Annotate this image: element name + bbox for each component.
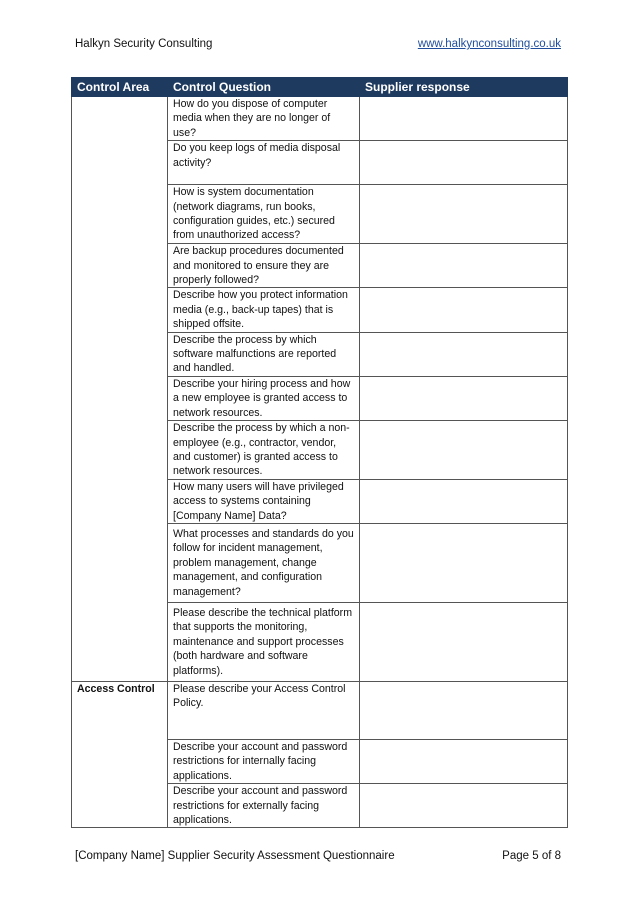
- control-area-cell: [72, 332, 168, 376]
- supplier-response-cell[interactable]: [360, 479, 568, 523]
- table-row: [72, 479, 568, 523]
- document-title: [Company Name] Supplier Security Assessment Questionnaire: [75, 850, 395, 862]
- supplier-response-cell[interactable]: [360, 602, 568, 681]
- supplier-response-cell[interactable]: [360, 739, 568, 783]
- control-area-cell: [72, 376, 168, 420]
- control-area-cell: [72, 784, 168, 828]
- supplier-response-cell[interactable]: [360, 185, 568, 244]
- supplier-response-cell[interactable]: [360, 141, 568, 185]
- control-question-cell: Describe the process by which software malfunctions are reported and handled.: [168, 332, 360, 376]
- website-link[interactable]: www.halkynconsulting.co.uk: [417, 38, 561, 50]
- supplier-response-cell[interactable]: [360, 784, 568, 828]
- page-footer: [75, 850, 561, 866]
- table-row: [72, 421, 568, 480]
- column-header-control-question: Control Question: [168, 78, 360, 97]
- supplier-response-cell[interactable]: [360, 681, 568, 739]
- control-question-cell: Describe how you protect information media (e.g., back-up tapes) that is shipped offsite.: [168, 288, 360, 332]
- table-row: [72, 681, 568, 739]
- control-area-cell: [72, 141, 168, 185]
- supplier-response-cell[interactable]: [360, 332, 568, 376]
- table-row: [72, 332, 568, 376]
- control-question-cell: What processes and standards do you follow for incident management, problem management, change management, and configuration management?: [168, 523, 360, 602]
- control-question-cell: Describe your hiring process and how a new employee is granted access to network resources.: [168, 376, 360, 420]
- control-question-cell: Describe your account and password restrictions for externally facing applications.: [168, 784, 360, 828]
- control-question-cell: How many users will have privileged access to systems containing [Company Name] Data?: [168, 479, 360, 523]
- table-row: [72, 602, 568, 681]
- table-row: [72, 141, 568, 185]
- table-row: [72, 185, 568, 244]
- table-row: [72, 784, 568, 828]
- supplier-response-cell[interactable]: [360, 421, 568, 480]
- control-area-cell: [72, 602, 168, 681]
- control-area-cell: [72, 97, 168, 141]
- control-area-cell: [72, 288, 168, 332]
- control-question-cell: Describe your account and password restrictions for internally facing applications.: [168, 739, 360, 783]
- control-area-cell: [72, 739, 168, 783]
- control-area-cell: [72, 244, 168, 288]
- table-row: [72, 288, 568, 332]
- control-question-cell: Describe the process by which a non-employee (e.g., contractor, vendor, and customer) is granted access to network resources.: [168, 421, 360, 480]
- table-row: [72, 523, 568, 602]
- supplier-response-cell[interactable]: [360, 288, 568, 332]
- column-header-supplier-response: Supplier response: [360, 78, 568, 97]
- page-number: Page 5 of 8: [502, 850, 561, 862]
- supplier-response-cell[interactable]: [360, 244, 568, 288]
- control-area-cell: [72, 421, 168, 480]
- control-area-cell: [72, 479, 168, 523]
- supplier-response-cell[interactable]: [360, 97, 568, 141]
- table-row: [72, 244, 568, 288]
- control-question-cell: How is system documentation (network diagrams, run books, configuration guides, etc.) secured from unauthorized access?: [168, 185, 360, 244]
- table-row: [72, 97, 568, 141]
- control-question-cell: How do you dispose of computer media when they are no longer of use?: [168, 97, 360, 141]
- control-area-cell: Access Control: [72, 681, 168, 739]
- table-row: [72, 739, 568, 783]
- table-header-row: [72, 78, 568, 97]
- table-row: [72, 376, 568, 420]
- control-question-cell: Are backup procedures documented and monitored to ensure they are properly followed?: [168, 244, 360, 288]
- supplier-response-cell[interactable]: [360, 523, 568, 602]
- control-area-cell: [72, 523, 168, 602]
- column-header-control-area: Control Area: [72, 78, 168, 97]
- control-area-cell: [72, 185, 168, 244]
- questionnaire-table: [71, 77, 568, 828]
- page-header: [75, 38, 561, 54]
- supplier-response-cell[interactable]: [360, 376, 568, 420]
- company-name: Halkyn Security Consulting: [75, 38, 213, 50]
- control-question-cell: Please describe your Access Control Policy.: [168, 681, 360, 739]
- control-question-cell: Please describe the technical platform that supports the monitoring, maintenance and support processes (both hardware and software platforms).: [168, 602, 360, 681]
- control-question-cell: Do you keep logs of media disposal activity?: [168, 141, 360, 185]
